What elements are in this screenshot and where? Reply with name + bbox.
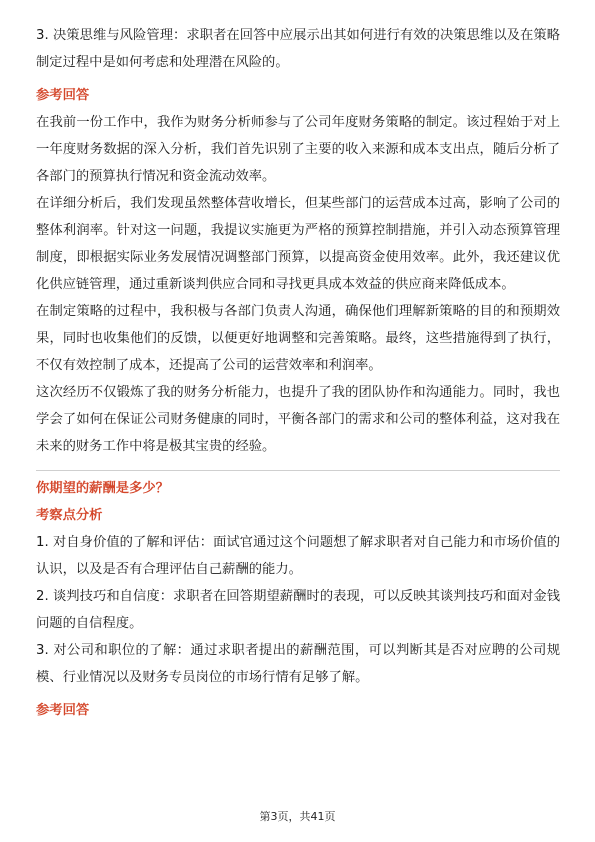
analysis-point: 3. 对公司和职位的了解：通过求职者提出的薪酬范围，可以判断其是否对应聘的公司规模、行业情况以及财务专员岗位的市场行情有足够了解。 (36, 643, 560, 685)
reference-answer-label: 参考回答 (36, 88, 90, 103)
question-title: 你期望的薪酬是多少？ (36, 481, 169, 496)
answer-paragraph: 在制定策略的过程中，我积极与各部门负责人沟通，确保他们理解新策略的目的和预期效果，同时也收集他们的反馈，以便更好地调整和完善策略。最终，这些措施得到了执行，不仅有效控制了成本，还提高了公司的运营效率和利润率。 (36, 304, 560, 373)
analysis-label: 考察点分析 (36, 508, 103, 523)
analysis-point: 2. 谈判技巧和自信度：求职者在回答期望薪酬时的表现，可以反映其谈判技巧和面对金钱问题的自信程度。 (36, 589, 560, 631)
answer-paragraph: 在我前一份工作中，我作为财务分析师参与了公司年度财务策略的制定。该过程始于对上一年度财务数据的深入分析，我们首先识别了主要的收入来源和成本支出点，随后分析了各部门的预算执行情况和资金流动效率。 (36, 115, 560, 184)
analysis-point: 1. 对自身价值的了解和评估：面试官通过这个问题想了解求职者对自己能力和市场价值的认识，以及是否有合理评估自己薪酬的能力。 (36, 535, 560, 577)
section-divider (36, 470, 560, 471)
reference-answer-label-2: 参考回答 (36, 703, 90, 718)
page-footer: 第3页，共41页 (259, 810, 336, 823)
intro-point: 3. 决策思维与风险管理：求职者在回答中应展示出其如何进行有效的决策思维以及在策略制定过程中是如何考虑和处理潜在风险的。 (36, 28, 560, 70)
answer-paragraph: 在详细分析后，我们发现虽然整体营收增长，但某些部门的运营成本过高，影响了公司的整体利润率。针对这一问题，我提议实施更为严格的预算控制措施，并引入动态预算管理制度，即根据实际业务发展情况调整部门预算，以提高资金使用效率。此外，我还建议优化供应链管理，通过重新谈判供应合同和寻找更具成本效益的供应商来降低成本。 (36, 196, 560, 292)
page-content (36, 22, 560, 724)
answer-paragraph: 这次经历不仅锻炼了我的财务分析能力，也提升了我的团队协作和沟通能力。同时，我也学会了如何在保证公司财务健康的同时，平衡各部门的需求和公司的整体利益，这对我在未来的财务工作中将是极其宝贵的经验。 (36, 385, 560, 454)
